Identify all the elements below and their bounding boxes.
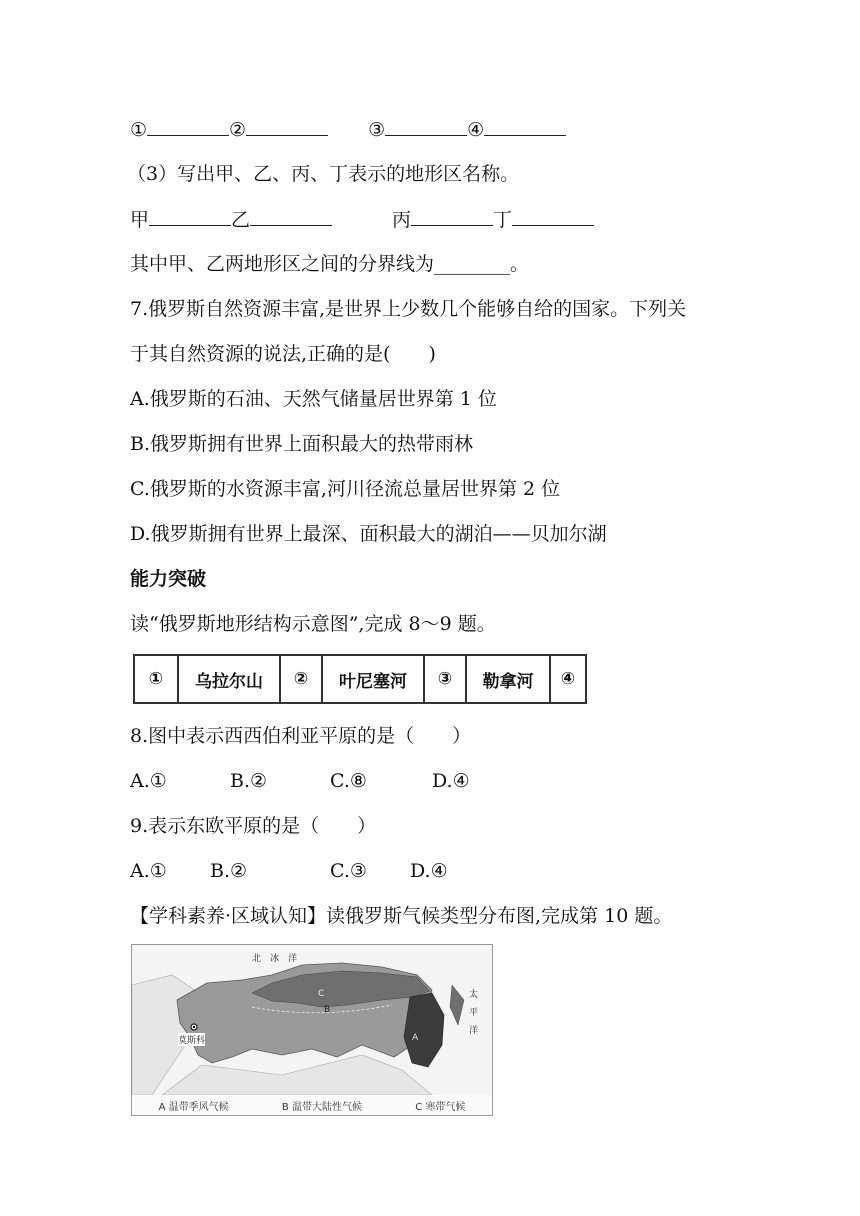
section-title: 能力突破	[130, 568, 207, 590]
intro-8-9: 读“俄罗斯地形结构示意图”,完成 8～9 题。	[130, 613, 496, 635]
q8-options	[130, 769, 470, 793]
q9-stem: 9.表示东欧平原的是（ ）	[130, 815, 377, 837]
label-zone-b: B	[324, 1005, 331, 1015]
legend-c: C 寒带气候	[415, 1101, 466, 1113]
q6-blanks-row1	[130, 117, 566, 142]
label-zone-a: A	[412, 1033, 419, 1043]
terrain-structure-table	[133, 654, 587, 704]
q8-option-b: B.②	[230, 770, 268, 792]
terrain-cell-ural: 乌拉尔山	[179, 656, 281, 702]
blank-label-ding: 丁	[493, 209, 513, 231]
legend-a: A 温带季风气候	[158, 1101, 229, 1113]
q7-stem-line1: 7.俄罗斯自然资源丰富,是世界上少数几个能够自给的国家。下列关	[130, 298, 687, 320]
q7-option-b: B.俄罗斯拥有世界上面积最大的热带雨林	[130, 433, 474, 455]
label-pacific-ocean: 太 平 洋	[467, 989, 477, 1034]
answer-blank[interactable]	[250, 207, 332, 226]
q9-option-a: A.①	[130, 860, 167, 882]
q9-options	[130, 859, 448, 883]
blank-label-yi: 乙	[231, 209, 251, 231]
q7-option-d: D.俄罗斯拥有世界上最深、面积最大的湖泊——贝加尔湖	[130, 523, 607, 545]
blank-label-3: ③	[368, 119, 386, 141]
intro-10: 【学科素养·区域认知】读俄罗斯气候类型分布图,完成第 10 题。	[130, 905, 673, 927]
blank-label-bing: 丙	[392, 209, 412, 231]
answer-blank[interactable]	[411, 207, 493, 226]
q8-option-d: D.④	[432, 770, 470, 792]
q6-blanks-row2	[130, 207, 594, 232]
q9-option-d: D.④	[410, 860, 448, 882]
map-legend	[132, 1095, 492, 1115]
terrain-cell-lena: 勒拿河	[467, 656, 551, 702]
q7-option-c: C.俄罗斯的水资源丰富,河川径流总量居世界第 2 位	[130, 478, 561, 500]
answer-blank[interactable]	[246, 117, 328, 136]
russia-climate-map	[131, 944, 493, 1116]
answer-blank[interactable]	[147, 117, 229, 136]
q6-part3-prompt: （3）写出甲、乙、丙、丁表示的地形区名称。	[127, 163, 520, 185]
answer-blank[interactable]	[149, 207, 231, 226]
terrain-cell-4: ④	[551, 656, 587, 702]
answer-blank[interactable]	[484, 117, 566, 136]
label-moscow: 莫斯科	[178, 1033, 205, 1046]
terrain-cell-2: ②	[281, 656, 323, 702]
terrain-cell-1: ①	[135, 656, 179, 702]
label-zone-c: C	[318, 989, 325, 999]
q8-option-a: A.①	[130, 770, 167, 792]
q6-boundary-line: 其中甲、乙两地形区之间的分界线为________。	[130, 253, 530, 275]
blank-label-2: ②	[229, 119, 247, 141]
legend-b: B 温带大陆性气候	[281, 1101, 362, 1113]
answer-blank[interactable]	[512, 207, 594, 226]
blank-label-jia: 甲	[130, 209, 150, 231]
q9-option-c: C.③	[330, 860, 367, 882]
q8-option-c: C.⑧	[330, 770, 367, 792]
q9-option-b: B.②	[210, 860, 248, 882]
map-graphic	[132, 945, 492, 1095]
answer-blank[interactable]	[385, 117, 467, 136]
q7-stem-line2: 于其自然资源的说法,正确的是( )	[130, 343, 436, 365]
terrain-cell-yenisei: 叶尼塞河	[323, 656, 425, 702]
terrain-cell-3: ③	[425, 656, 467, 702]
blank-label-4: ④	[467, 119, 485, 141]
blank-label-1: ①	[130, 119, 148, 141]
q7-option-a: A.俄罗斯的石油、天然气储量居世界第 1 位	[130, 388, 497, 410]
q8-stem: 8.图中表示西西伯利亚平原的是（ ）	[130, 725, 472, 747]
label-arctic-ocean: 北 冰 洋	[252, 954, 298, 964]
